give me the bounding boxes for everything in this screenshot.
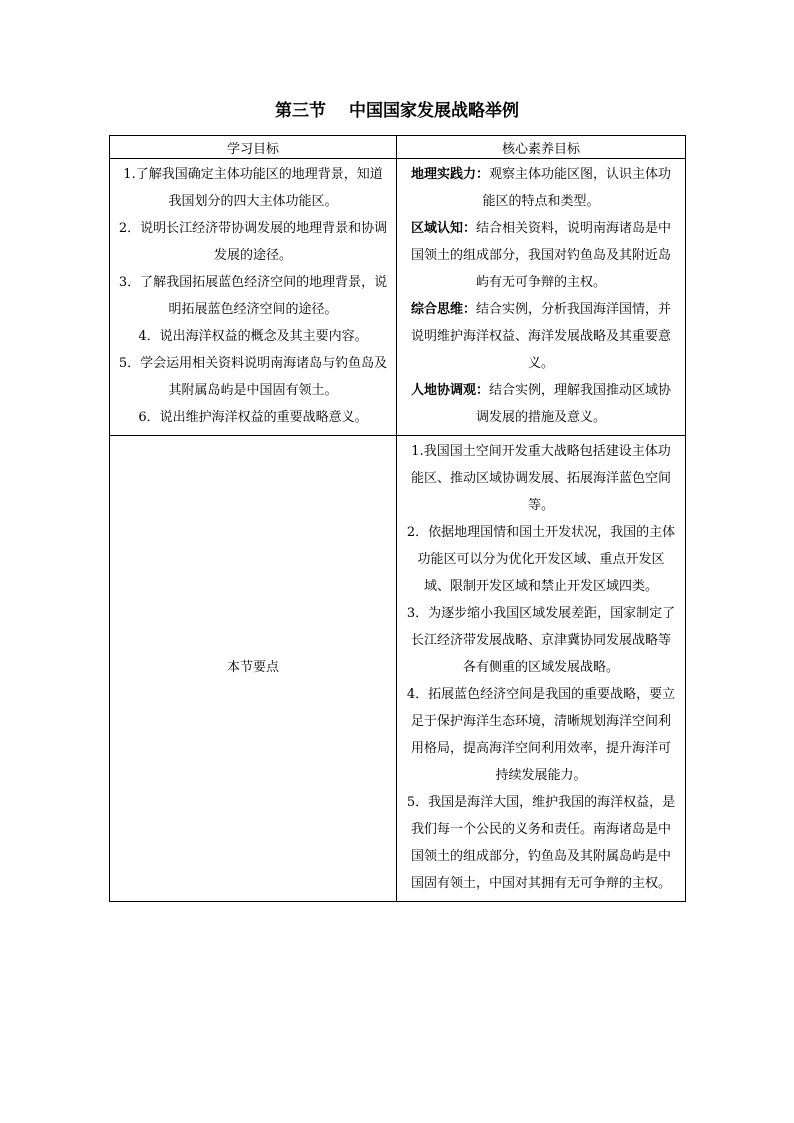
literacy-text: 结合实例，理解我国推动区域协调发展的措施及意义。 bbox=[475, 383, 672, 425]
learning-goal-6: 6．说出维护海洋权益的重要战略意义。 bbox=[138, 410, 368, 425]
table-row bbox=[110, 436, 686, 902]
literacy-text: 观察主体功能区图，认识主体功能区的特点和类型。 bbox=[482, 167, 672, 209]
header-learning-goals: 学习目标 bbox=[110, 136, 397, 159]
learning-goals-cell bbox=[110, 159, 397, 436]
key-points-label: 本节要点 bbox=[110, 436, 397, 902]
literacy-item-2 bbox=[405, 215, 677, 296]
table-header-row bbox=[110, 136, 686, 159]
learning-goal-2: 2．说明长江经济带协调发展的地理背景和协调发展的途径。 bbox=[118, 221, 388, 263]
header-core-literacy: 核心素养目标 bbox=[397, 136, 686, 159]
section-title: 第三节 中国国家发展战略举例 bbox=[275, 101, 519, 121]
key-point-2: 2．依据地理国情和国土开发状况，我国的主体功能区可以分为优化开发区域、重点开发区域、限制开发区域和禁止开发区域四类。 bbox=[406, 525, 676, 594]
learning-goal-5: 5．学会运用相关资料说明南海诸岛与钓鱼岛及其附属岛屿是中国固有领土。 bbox=[118, 356, 388, 398]
key-point-3: 3．为逐步缩小我国区域发展差距，国家制定了长江经济带发展战略、京津冀协同发展战略等各有侧重的区域发展战略。 bbox=[406, 606, 676, 675]
learning-goal-1: 1.了解我国确定主体功能区的地理背景，知道我国划分的四大主体功能区。 bbox=[123, 167, 383, 209]
literacy-prefix: 地理实践力： bbox=[410, 167, 489, 182]
literacy-item-3 bbox=[405, 296, 677, 377]
literacy-prefix: 区域认知： bbox=[410, 221, 476, 236]
key-point-4: 4．拓展蓝色经济空间是我国的重要战略，要立足于保护海洋生态环境，清晰规划海洋空间利用格局，提高海洋空间利用效率，提升海洋可持续发展能力。 bbox=[406, 687, 676, 783]
key-point-5: 5．我国是海洋大国，维护我国的海洋权益，是我们每一个公民的义务和责任。南海诸岛是中国领土的组成部分，钓鱼岛及其附属岛屿是中国固有领土，中国对其拥有无可争辩的主权。 bbox=[406, 795, 676, 891]
table-row bbox=[110, 159, 686, 436]
literacy-text: 结合相关资料，说明南海诸岛是中国领土的组成部分，我国对钓鱼岛及其附近岛屿有无可争辩的主权。 bbox=[410, 221, 672, 290]
literacy-prefix: 人地协调观： bbox=[410, 383, 489, 398]
learning-goal-3: 3．了解我国拓展蓝色经济空间的地理背景，说明拓展蓝色经济空间的途径。 bbox=[118, 275, 388, 317]
literacy-text: 结合实例，分析我国海洋国情，并说明维护海洋权益、海洋发展战略及其重要意义。 bbox=[410, 302, 672, 371]
literacy-prefix: 综合思维： bbox=[410, 302, 476, 317]
key-points-cell bbox=[397, 436, 686, 902]
learning-goal-4: 4．说出海洋权益的概念及其主要内容。 bbox=[138, 329, 368, 344]
core-literacy-cell bbox=[397, 159, 686, 436]
objectives-table bbox=[109, 135, 686, 902]
key-point-1: 1.我国国土空间开发重大战略包括建设主体功能区、推动区域协调发展、拓展海洋蓝色空间等。 bbox=[410, 444, 671, 513]
literacy-item-1 bbox=[405, 161, 677, 215]
literacy-item-4 bbox=[405, 377, 677, 431]
